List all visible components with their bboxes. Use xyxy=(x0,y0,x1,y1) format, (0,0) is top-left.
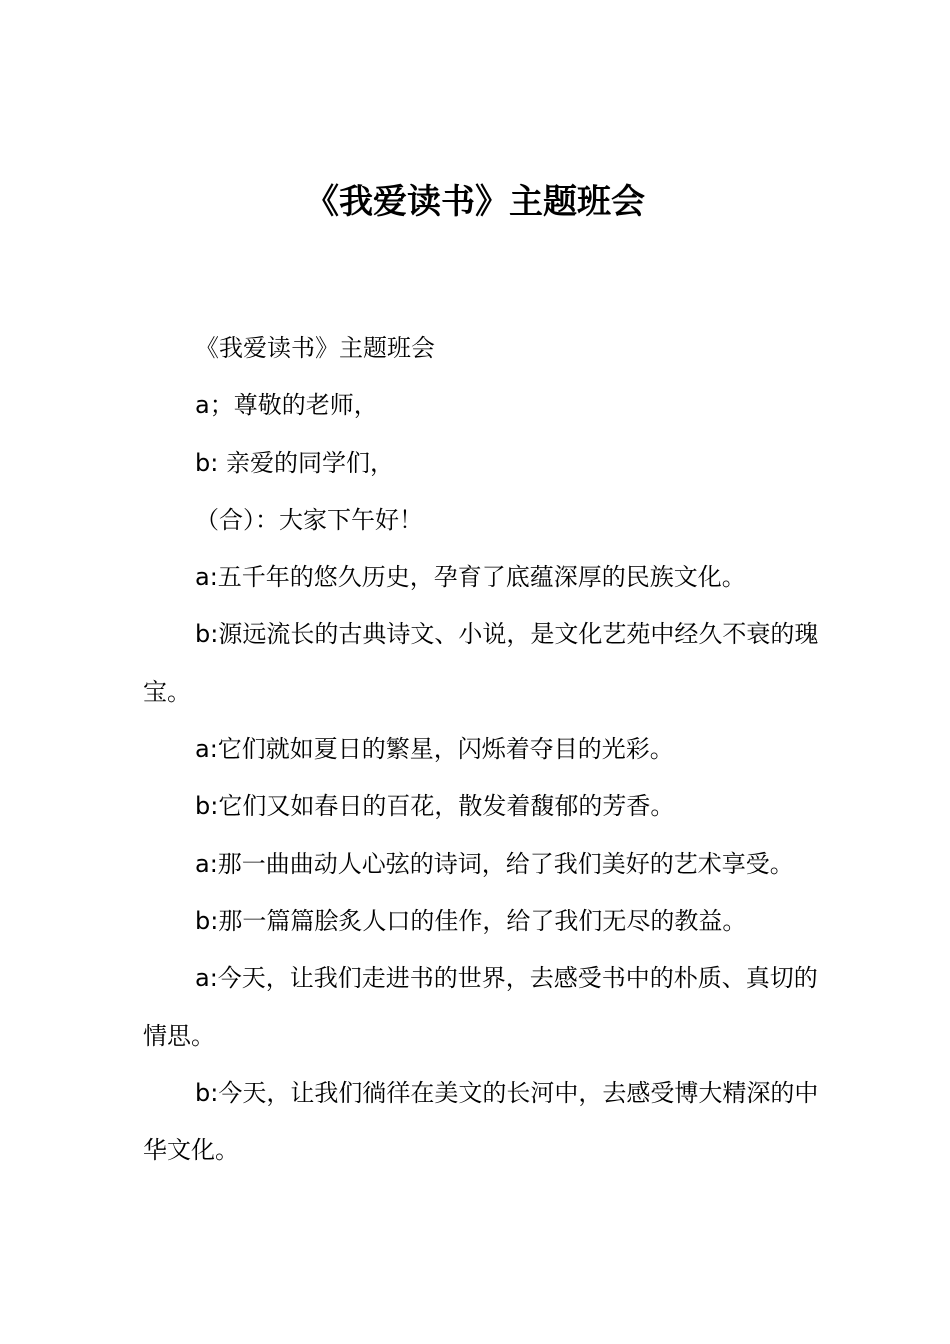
paragraph: b:它们又如春日的百花，散发着馥郁的芳香。 xyxy=(195,792,675,821)
paragraph: a；尊敬的老师， xyxy=(195,391,378,420)
paragraph: b: 亲爱的同学们， xyxy=(195,448,394,477)
paragraph: b:那一篇篇脍炙人口的佳作，给了我们无尽的教益。 xyxy=(195,906,747,935)
paragraph: a:那一曲曲动人心弦的诗词，给了我们美好的艺术享受。 xyxy=(195,849,794,878)
paragraph: a:五千年的悠久历史，孕育了底蕴深厚的民族文化。 xyxy=(195,563,746,592)
paragraph: a:今天，让我们走进书的世界，去感受书中的朴质、真切的情思。 xyxy=(143,964,818,1050)
paragraph: b:今天，让我们徜徉在美文的长河中，去感受博大精深的中华文化。 xyxy=(143,1078,819,1165)
paragraph: 《我爱读书》主题班会 xyxy=(195,334,435,362)
paragraph: （合）：大家下午好！ xyxy=(195,505,423,534)
document-body xyxy=(143,320,823,1179)
paragraph: a:它们就如夏日的繁星，闪烁着夺目的光彩。 xyxy=(195,735,674,764)
paragraph: b:源远流长的古典诗文、小说，是文化艺苑中经久不衰的瑰宝。 xyxy=(143,620,819,706)
document-title: 《我爱读书》主题班会 xyxy=(305,182,645,222)
